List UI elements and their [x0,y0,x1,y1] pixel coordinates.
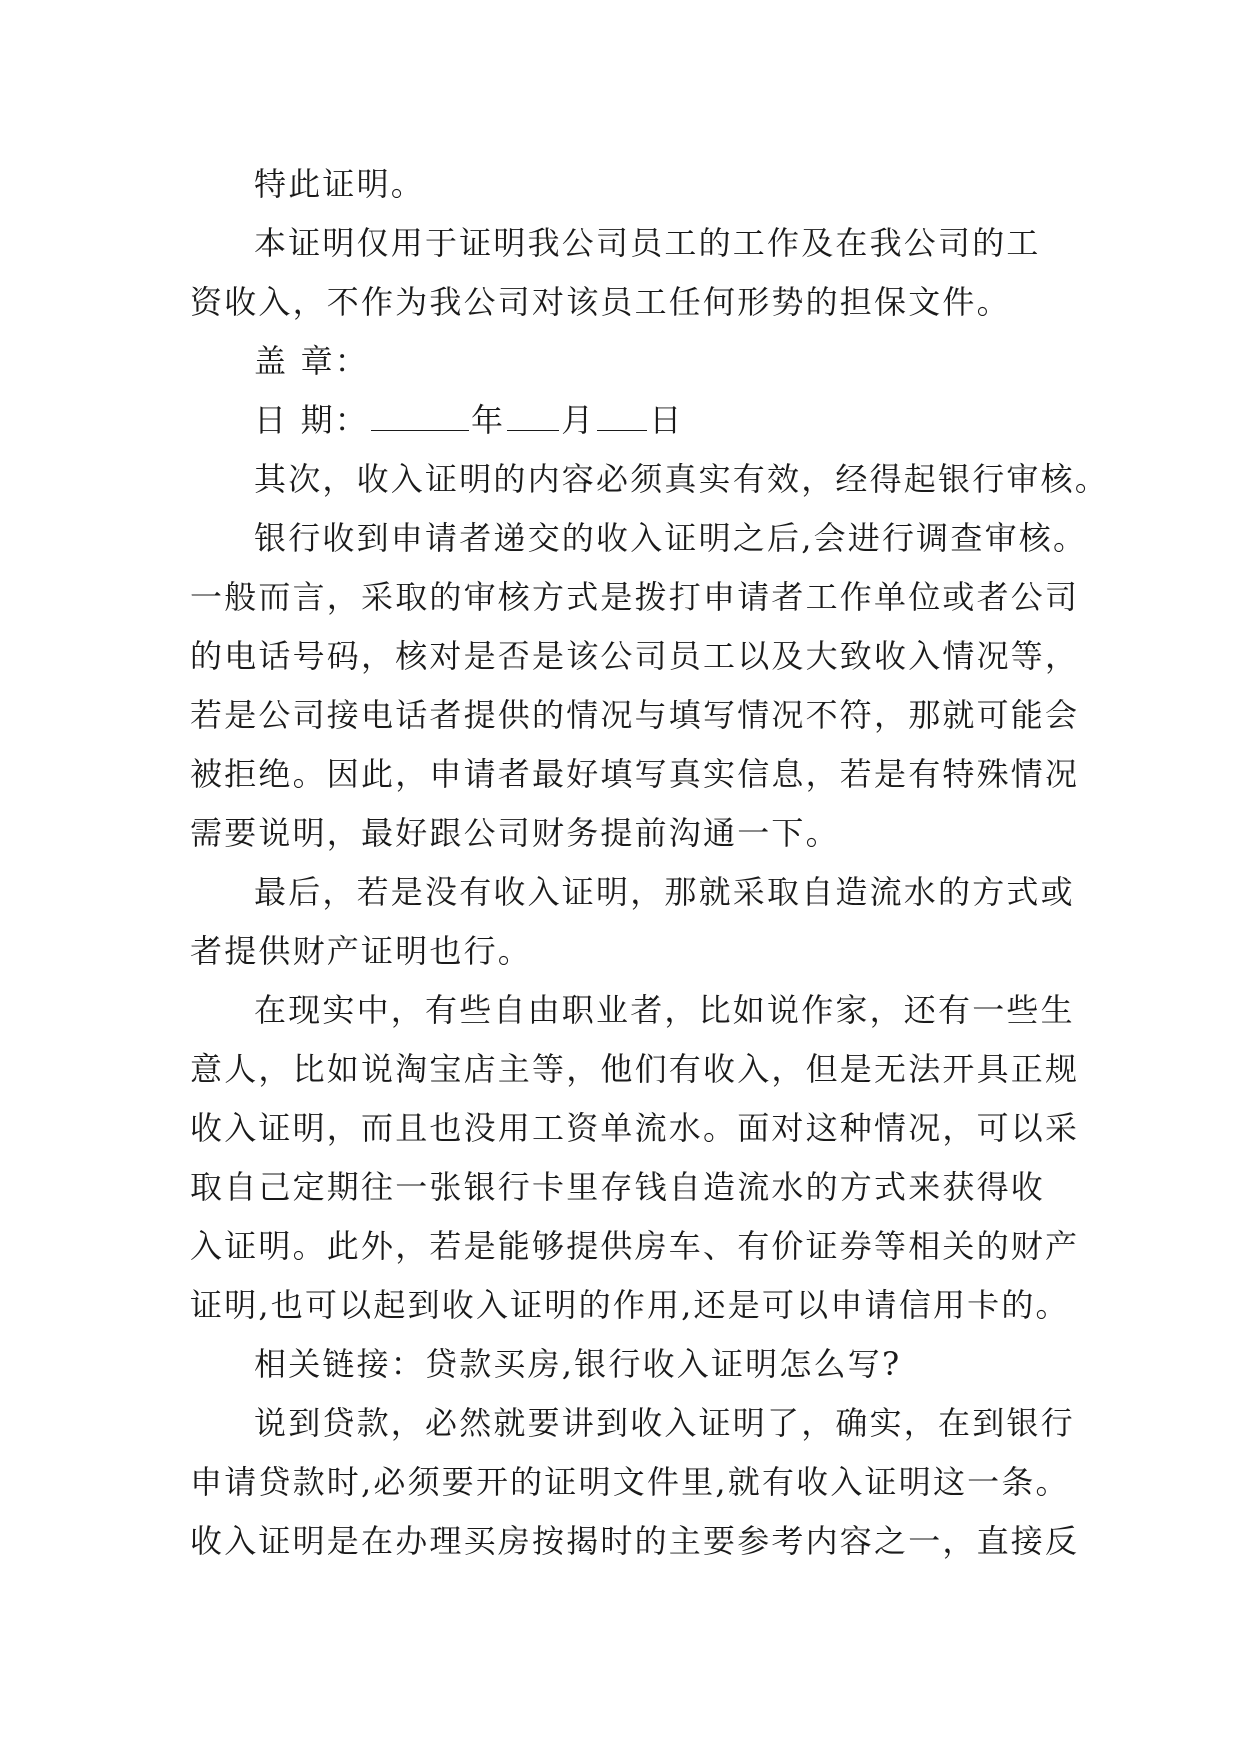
day-label: 日 [649,401,684,439]
text-line: 本证明仅用于证明我公司员工的工作及在我公司的工 [254,224,1041,262]
text-line: 一般而言，采取的审核方式是拨打申请者工作单位或者公司 [190,578,1080,616]
month-label: 月 [561,401,596,439]
date-line [190,391,1050,450]
text-line: 最后，若是没有收入证明，那就采取自造流水的方式或 [254,873,1075,911]
text-line: 资收入，不作为我公司对该员工任何形势的担保文件。 [190,283,1011,321]
related-link-line: 相关链接：贷款买房,银行收入证明怎么写? [254,1345,902,1383]
text-line: 申请贷款时,必须要开的证明文件里,就有收入证明这一条。 [190,1463,1070,1501]
text-line: 入证明。此外，若是能够提供房车、有价证券等相关的财产 [190,1227,1080,1265]
text-line: 在现实中，有些自由职业者，比如说作家，还有一些生 [254,991,1075,1029]
text-line: 收入证明是在办理买房按揭时的主要参考内容之一，直接反 [190,1522,1080,1560]
seal-line: 盖 章： [254,342,369,380]
text-line: 其次，收入证明的内容必须真实有效，经得起银行审核。 [254,460,1110,498]
date-label: 日 期： [254,401,369,439]
text-line: 说到贷款，必然就要讲到收入证明了，确实，在到银行 [254,1404,1075,1442]
text-line: 取自己定期往一张银行卡里存钱自造流水的方式来获得收 [190,1168,1046,1206]
text-line: 的电话号码，核对是否是该公司员工以及大致收入情况等， [190,637,1080,675]
text-line: 收入证明，而且也没用工资单流水。面对这种情况，可以采 [190,1109,1080,1147]
text-line: 证明,也可以起到收入证明的作用,还是可以申请信用卡的。 [190,1286,1070,1324]
text-line: 被拒绝。因此，申请者最好填写真实信息，若是有特殊情况 [190,755,1080,793]
day-blank [597,404,647,431]
year-label: 年 [470,401,506,439]
text-line: 若是公司接电话者提供的情况与填写情况不符，那就可能会 [190,696,1080,734]
document-body [190,155,1110,1571]
text-line: 意人，比如说淘宝店主等，他们有收入，但是无法开具正规 [190,1050,1080,1088]
text-line: 特此证明。 [254,165,426,203]
year-blank [371,404,469,431]
text-line: 者提供财产证明也行。 [190,932,533,970]
text-line: 银行收到申请者递交的收入证明之后,会进行调查审核。 [254,519,1088,557]
text-line: 需要说明，最好跟公司财务提前沟通一下。 [190,814,840,852]
month-blank [507,404,559,431]
